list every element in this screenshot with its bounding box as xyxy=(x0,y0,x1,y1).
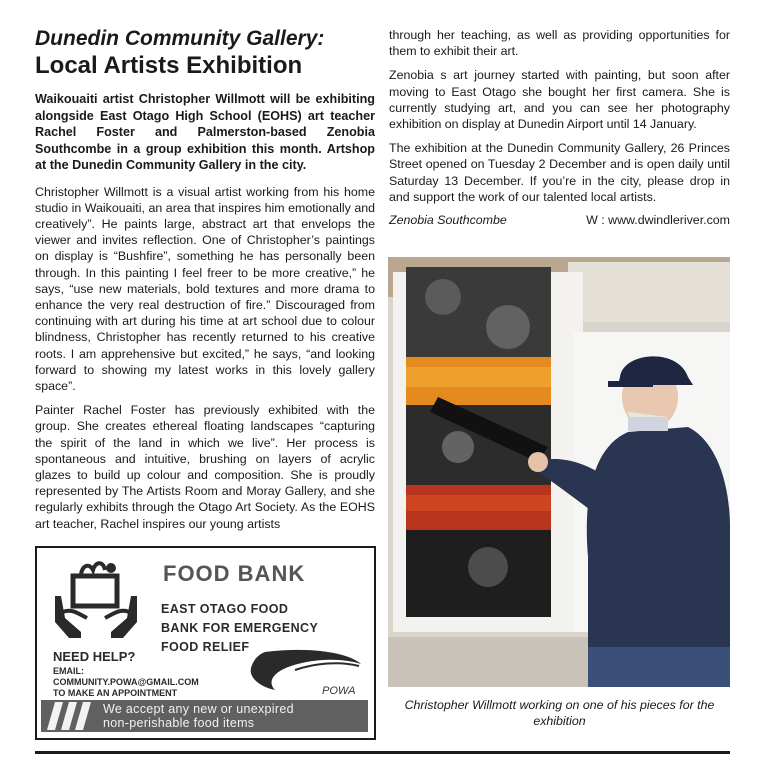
artist-photo xyxy=(388,257,730,687)
food-bank-banner xyxy=(41,700,368,732)
appointment-note: TO MAKE AN APPOINTMENT xyxy=(53,688,178,698)
article-title-line1: Dunedin Community Gallery: xyxy=(35,27,325,50)
page-bottom-rule xyxy=(35,751,730,754)
article-paragraph-3: through her teaching, as well as providing opportunities for them to exhibit their art. xyxy=(389,28,730,59)
need-help-label: NEED HELP? xyxy=(53,649,136,664)
food-bank-advert xyxy=(35,546,376,740)
banner-line: non-perishable food items xyxy=(103,716,255,730)
article-left-column xyxy=(35,26,375,540)
email-address: COMMUNITY.POWA@GMAIL.COM xyxy=(53,677,199,687)
article-byline xyxy=(389,213,730,227)
article-paragraph-4: Zenobia s art journey started with painting, but soon after moving to East Otago she bought her first camera. She is currently studying art, and you can see her photography exhibition on display at Dunedin Airport until 14 January. xyxy=(389,68,730,132)
banner-line: We accept any new or unexpired xyxy=(103,702,294,716)
food-bank-subtitle-line: FOOD RELIEF xyxy=(161,640,250,654)
food-bank-hands-icon xyxy=(51,556,141,641)
powa-brand: POWA xyxy=(322,685,356,697)
article-paragraph-5: The exhibition at the Dunedin Community Gallery, 26 Princes Street opened on Tuesday 2 December and is open daily until Saturday 13 December. If you’re in the city, please drop in and support the work of our talented local artists. xyxy=(389,141,730,204)
food-bank-subtitle-line: BANK FOR EMERGENCY xyxy=(161,621,319,635)
article-right-column xyxy=(389,27,730,237)
food-bank-subtitle-line: EAST OTAGO FOOD xyxy=(161,602,289,616)
article-paragraph-2: Painter Rachel Foster has previously exhibited with the group. She creates ethereal floating landscapes “capturing the spirit of the land in which we live”. Her process is spontaneous and intuitive, brushing on layers of acrylic glazes to build up colour and composition. She is proudly represented by The Artists Room and Moray Gallery, and she regularly exhibits through the Otago Art Society. As the EOHS art teacher, Rachel inspires our young artists xyxy=(35,403,375,531)
article-title-line2: Local Artists Exhibition xyxy=(35,52,303,79)
food-bank-title: FOOD BANK xyxy=(163,561,306,586)
article-author: Zenobia Southcombe xyxy=(389,213,507,228)
stripes-icon xyxy=(47,702,93,730)
article-website: W : www.dwindleriver.com xyxy=(586,213,730,228)
food-bank-banner-text xyxy=(103,702,294,730)
email-label: EMAIL: xyxy=(53,666,84,676)
photo-caption: Christopher Willmott working on one of his pieces for the exhibition xyxy=(404,698,715,728)
article-paragraph-1: Christopher Willmott is a visual artist working from his home studio in Waikouaiti, an area that inspires him emotionally and creatively”. He paints large, abstract art that envelops the viewer and invites reflection. One of Christopher’s paintings on display is “Bushfire”, something he has personally been through. In this painting I feel freer to be more creative,” he says, “use new materials, bold textures and more drama to enhance the very real destruction of fire.” Discouraged from continuing with art during his time at art school due to colour blindness, Christopher has recently returned to his creative roots. I am apprehensive but excited,” he says, “and looking forward to showing my latest works in this lovely gallery space”. xyxy=(35,184,375,393)
article-lead: Waikouaiti artist Christopher Willmott will be exhibiting alongside East Otago High School (EOHS) art teacher Rachel Foster and Palmerston-based Zenobia Southcombe in a group exhibition this month. Artshop at the Dunedin Community Gallery in the city. xyxy=(35,92,375,172)
artist-photo-illustration xyxy=(388,257,730,687)
